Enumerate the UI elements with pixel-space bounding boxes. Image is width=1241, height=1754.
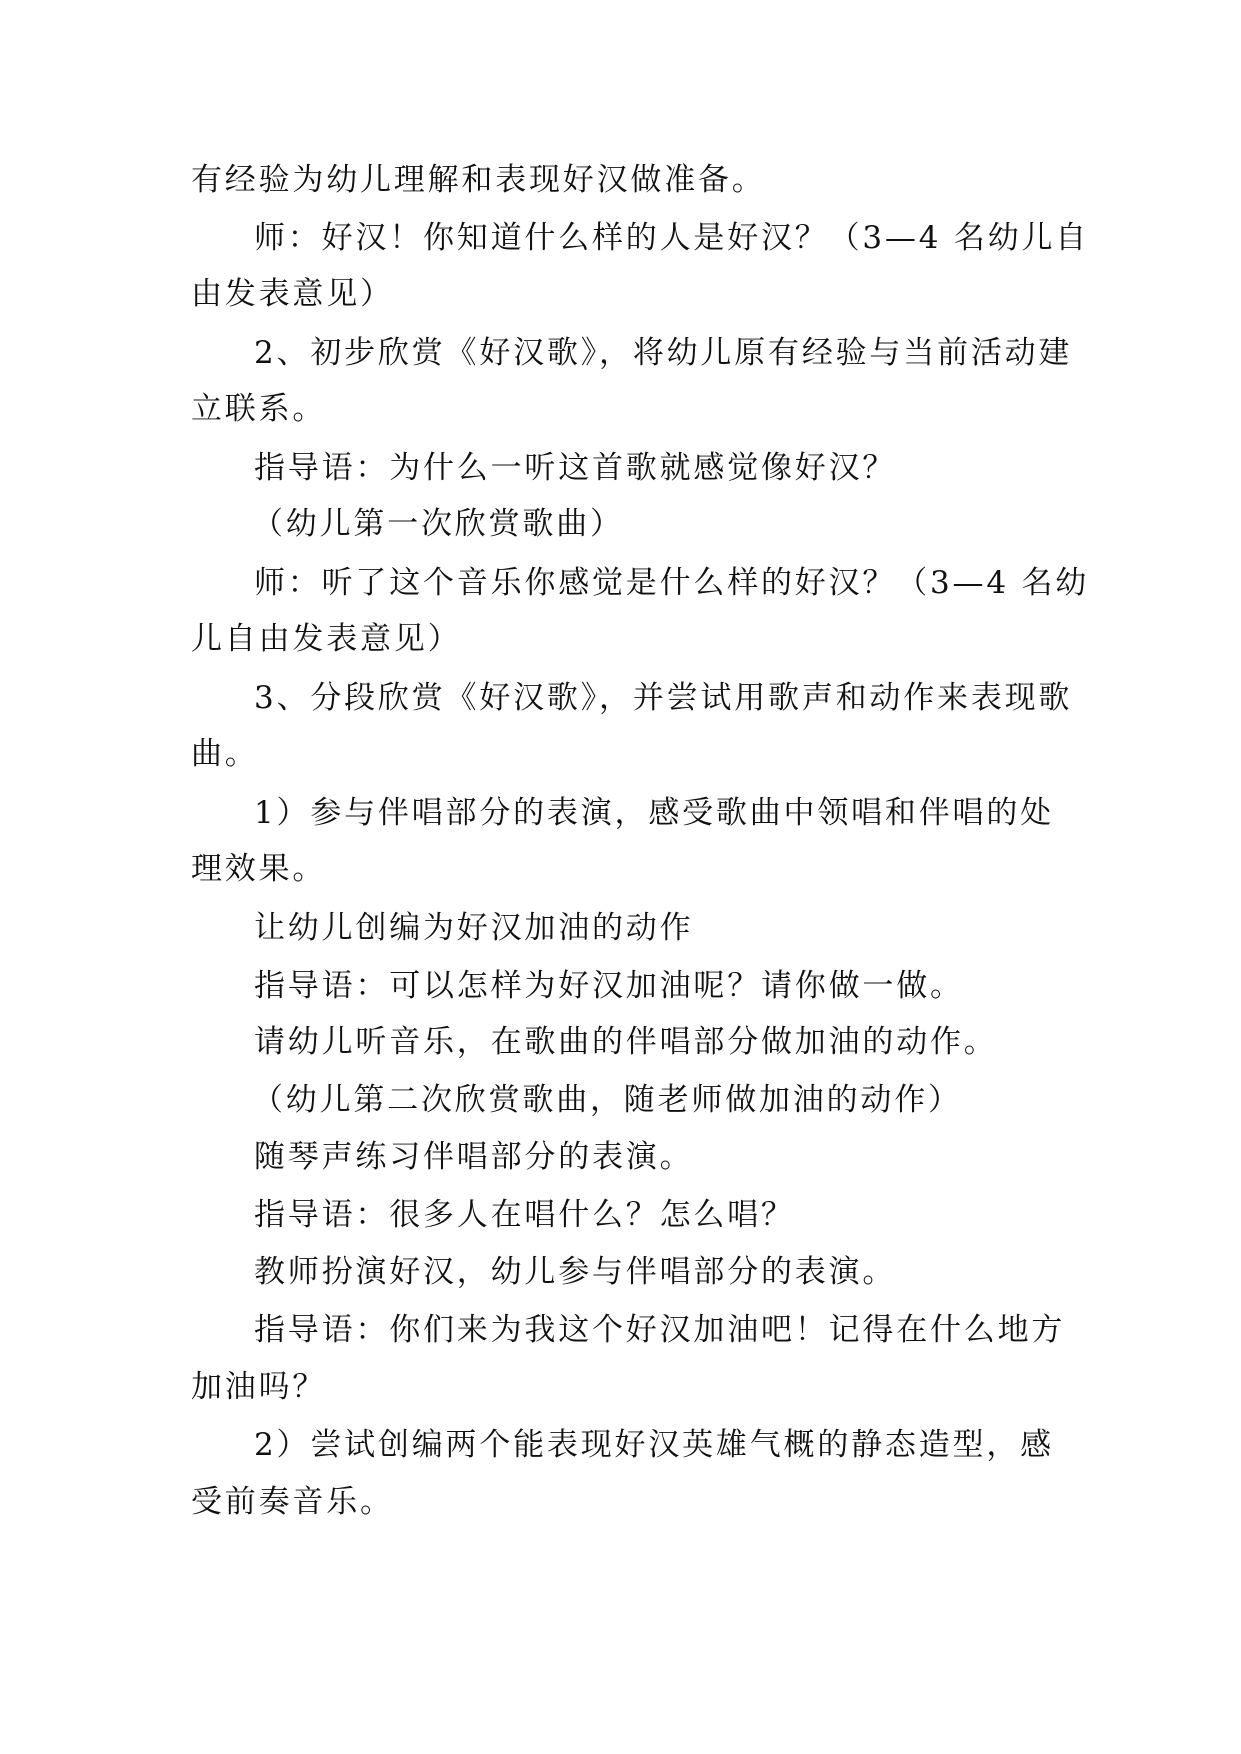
text-line: 由发表意见）	[191, 276, 394, 312]
text-line: 指导语：可以怎样为好汉加油呢？请你做一做。	[254, 968, 964, 1004]
text-line: 2）尝试创编两个能表现好汉英雄气概的静态造型，感	[254, 1427, 1054, 1463]
text-line: 指导语：很多人在唱什么？怎么唱？	[254, 1197, 795, 1233]
text-line: 加油吗？	[191, 1369, 327, 1405]
text-line: 指导语：为什么一听这首歌就感觉像好汉？	[254, 450, 897, 486]
text-line: 请幼儿听音乐，在歌曲的伴唱部分做加油的动作。	[254, 1024, 998, 1060]
text-line: 2、初步欣赏《好汉歌》，将幼儿原有经验与当前活动建	[254, 335, 1073, 371]
text-line: 教师扮演好汉，幼儿参与伴唱部分的表演。	[254, 1254, 897, 1290]
text-line: 师：好汉！你知道什么样的人是好汉？（3—4 名幼儿自	[254, 220, 1090, 256]
text-line: 儿自由发表意见）	[191, 621, 462, 657]
text-line: 受前奏音乐。	[191, 1484, 394, 1520]
text-line: 理效果。	[191, 851, 327, 887]
text-line: 有经验为幼儿理解和表现好汉做准备。	[191, 162, 766, 198]
text-line: （幼儿第二次欣赏歌曲，随老师做加油的动作）	[252, 1082, 962, 1118]
text-line: 师：听了这个音乐你感觉是什么样的好汉？（3—4 名幼	[254, 565, 1090, 601]
text-line: （幼儿第一次欣赏歌曲）	[252, 506, 624, 542]
text-line: 1）参与伴唱部分的表演，感受歌曲中领唱和伴唱的处	[254, 795, 1054, 831]
text-line: 曲。	[191, 736, 259, 772]
text-line: 指导语：你们来为我这个好汉加油吧！记得在什么地方	[254, 1312, 1066, 1348]
text-line: 让幼儿创编为好汉加油的动作	[254, 910, 694, 946]
text-line: 3、分段欣赏《好汉歌》，并尝试用歌声和动作来表现歌	[254, 680, 1073, 716]
text-line: 随琴声练习伴唱部分的表演。	[254, 1139, 694, 1175]
text-line: 立联系。	[191, 391, 327, 427]
